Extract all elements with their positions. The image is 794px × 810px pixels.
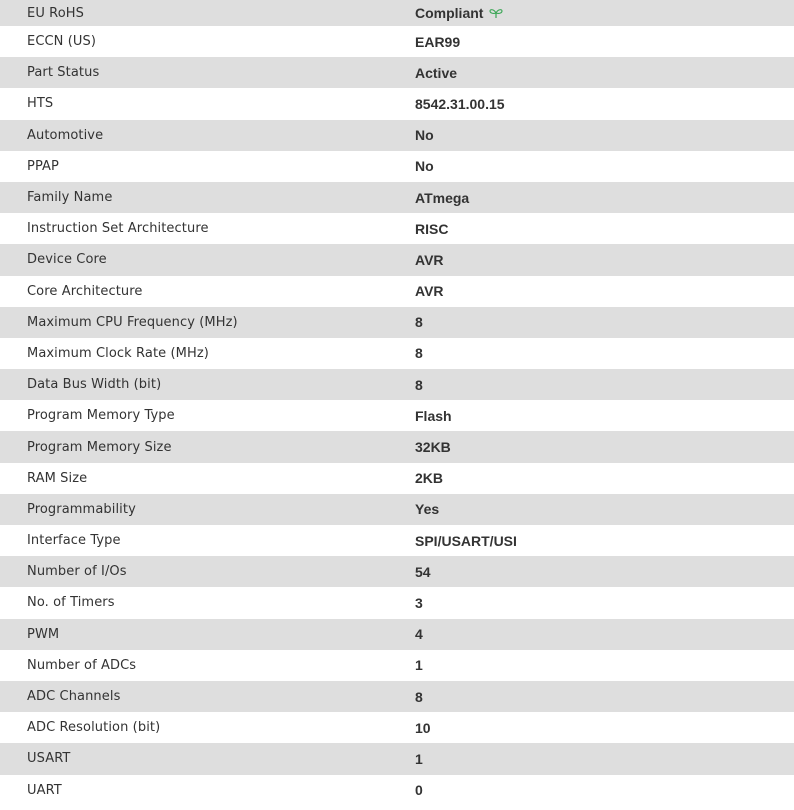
spec-row <box>0 120 794 151</box>
spec-label: UART <box>27 782 62 798</box>
leaf-icon <box>489 7 503 19</box>
spec-label: ECCN (US) <box>27 34 97 50</box>
spec-value: 1 <box>415 657 423 674</box>
spec-value: 10 <box>415 719 431 736</box>
spec-row <box>0 182 794 213</box>
spec-label: Device Core <box>27 252 107 268</box>
spec-label: Number of ADCs <box>27 657 137 673</box>
spec-label: ADC Resolution (bit) <box>27 720 161 736</box>
spec-value: 8542.31.00.15 <box>415 95 505 112</box>
spec-value: Active <box>415 64 458 81</box>
spec-label: Instruction Set Architecture <box>27 221 209 237</box>
spec-value: ATmega <box>415 189 470 206</box>
spec-label: PPAP <box>27 158 59 174</box>
spec-row <box>0 494 794 525</box>
spec-row <box>0 463 794 494</box>
spec-row-eu-rohs <box>0 0 794 26</box>
spec-value: Compliant <box>415 5 484 21</box>
spec-label: No. of Timers <box>27 595 115 611</box>
spec-value: 3 <box>415 594 423 611</box>
spec-value: 8 <box>415 688 423 705</box>
spec-row <box>0 276 794 307</box>
spec-row <box>0 307 794 338</box>
spec-row <box>0 88 794 119</box>
spec-row <box>0 681 794 712</box>
spec-value: RISC <box>415 220 449 237</box>
spec-value: 0 <box>415 782 423 799</box>
spec-value: Flash <box>415 407 452 424</box>
spec-row <box>0 57 794 88</box>
spec-row <box>0 712 794 743</box>
spec-row <box>0 619 794 650</box>
spec-label: Program Memory Type <box>27 408 175 424</box>
spec-row <box>0 650 794 681</box>
spec-label: Program Memory Size <box>27 439 172 455</box>
spec-value: 2KB <box>415 470 444 487</box>
spec-row <box>0 556 794 587</box>
spec-label: HTS <box>27 96 54 112</box>
spec-label: Number of I/Os <box>27 564 127 580</box>
spec-label: Data Bus Width (bit) <box>27 377 162 393</box>
spec-label: USART <box>27 751 71 767</box>
spec-value: Yes <box>415 501 440 518</box>
spec-row <box>0 431 794 462</box>
spec-label: Core Architecture <box>27 283 143 299</box>
spec-row <box>0 587 794 618</box>
spec-label: Automotive <box>27 127 104 143</box>
spec-value: 8 <box>415 345 423 362</box>
spec-value: 8 <box>415 376 423 393</box>
spec-row <box>0 369 794 400</box>
spec-label: Programmability <box>27 501 136 517</box>
spec-label: Part Status <box>27 65 100 81</box>
spec-row <box>0 743 794 774</box>
spec-row <box>0 525 794 556</box>
spec-label: EU RoHS <box>27 5 84 21</box>
spec-row <box>0 338 794 369</box>
spec-row <box>0 244 794 275</box>
spec-row <box>0 26 794 57</box>
spec-value: No <box>415 127 434 144</box>
spec-label: Maximum CPU Frequency (MHz) <box>27 314 238 330</box>
spec-value-wrapper <box>415 5 503 21</box>
spec-label: Maximum Clock Rate (MHz) <box>27 345 209 361</box>
spec-value: No <box>415 158 434 175</box>
spec-value: AVR <box>415 283 444 300</box>
spec-label: PWM <box>27 626 60 642</box>
spec-row <box>0 400 794 431</box>
spec-value: 8 <box>415 314 423 331</box>
spec-label: RAM Size <box>27 470 88 486</box>
spec-value: 1 <box>415 750 423 767</box>
spec-label: Family Name <box>27 190 113 206</box>
spec-value: SPI/USART/USI <box>415 532 517 549</box>
spec-value: 54 <box>415 563 431 580</box>
spec-value: EAR99 <box>415 33 461 50</box>
spec-row <box>0 151 794 182</box>
spec-row <box>0 213 794 244</box>
spec-label: ADC Channels <box>27 689 121 705</box>
spec-value: 32KB <box>415 439 451 456</box>
spec-value: 4 <box>415 626 423 643</box>
spec-value: AVR <box>415 251 444 268</box>
spec-label: Interface Type <box>27 533 121 549</box>
spec-row <box>0 775 794 806</box>
